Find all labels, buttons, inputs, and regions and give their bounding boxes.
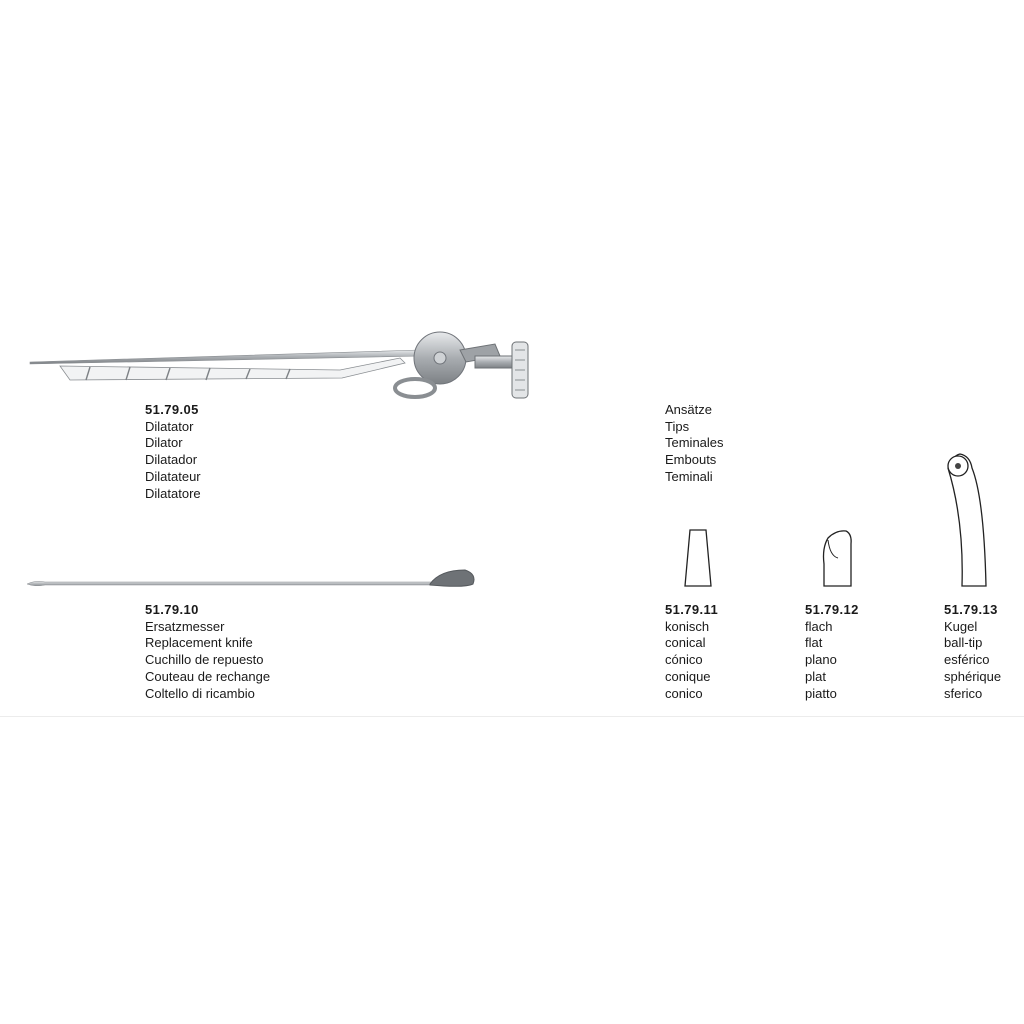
ball-tip-it: sferico [944, 685, 983, 701]
flat-tip-de: flach [805, 618, 833, 634]
knife-name-fr: Couteau de rechange [145, 668, 271, 684]
tips-name-fr: Embouts [665, 452, 717, 468]
dilator-name-it: Dilatatore [145, 485, 201, 501]
ball-tip-es: esférico [944, 652, 990, 668]
flat-tip-fr: plat [805, 668, 826, 684]
flat-tip-code: 51.79.12 [805, 602, 859, 617]
tips-name-it: Teminali [665, 468, 713, 484]
dilator-name-es: Dilatador [145, 452, 198, 468]
flat-tip-es: plano [805, 652, 837, 668]
tips-name-es: Teminales [665, 435, 724, 451]
conical-tip-caption [665, 602, 718, 702]
knife-caption [145, 602, 270, 702]
knife-name-it: Coltello di ricambio [145, 685, 255, 701]
ball-tip-fr: sphérique [944, 668, 1002, 684]
flat-tip-caption [805, 602, 859, 702]
knife-name-es: Cuchillo de repuesto [145, 652, 264, 668]
flat-tip-en: flat [805, 635, 823, 651]
flat-tip-it: piatto [805, 685, 837, 701]
ball-tip-illustration [940, 450, 1000, 590]
knife-illustration [25, 564, 485, 594]
dilator-code: 51.79.05 [145, 402, 199, 417]
conical-tip-de: konisch [665, 618, 710, 634]
conical-tip-es: cónico [665, 652, 703, 668]
conical-tip-fr: conique [665, 668, 711, 684]
conical-tip-en: conical [665, 635, 706, 651]
knife-code: 51.79.10 [145, 602, 199, 617]
knife-name-de: Ersatzmesser [145, 618, 225, 634]
conical-tip-code: 51.79.11 [665, 602, 719, 617]
dilator-name-en: Dilator [145, 435, 183, 451]
flat-tip-illustration [818, 528, 858, 590]
ball-tip-code: 51.79.13 [944, 602, 998, 617]
conical-tip-it: conico [665, 685, 703, 701]
ball-tip-en: ball-tip [944, 635, 983, 651]
dilator-name-fr: Dilatateur [145, 468, 201, 484]
ball-tip-caption [944, 602, 1001, 702]
ball-tip-de: Kugel [944, 618, 978, 634]
tips-header [665, 402, 724, 486]
dilator-caption [145, 402, 201, 502]
dilator-name-de: Dilatator [145, 418, 194, 434]
conical-tip-illustration [682, 528, 716, 590]
dilator-illustration [20, 330, 560, 410]
knife-name-en: Replacement knife [145, 635, 253, 651]
tips-name-de: Ansätze [665, 402, 712, 417]
tips-name-en: Tips [665, 418, 690, 434]
